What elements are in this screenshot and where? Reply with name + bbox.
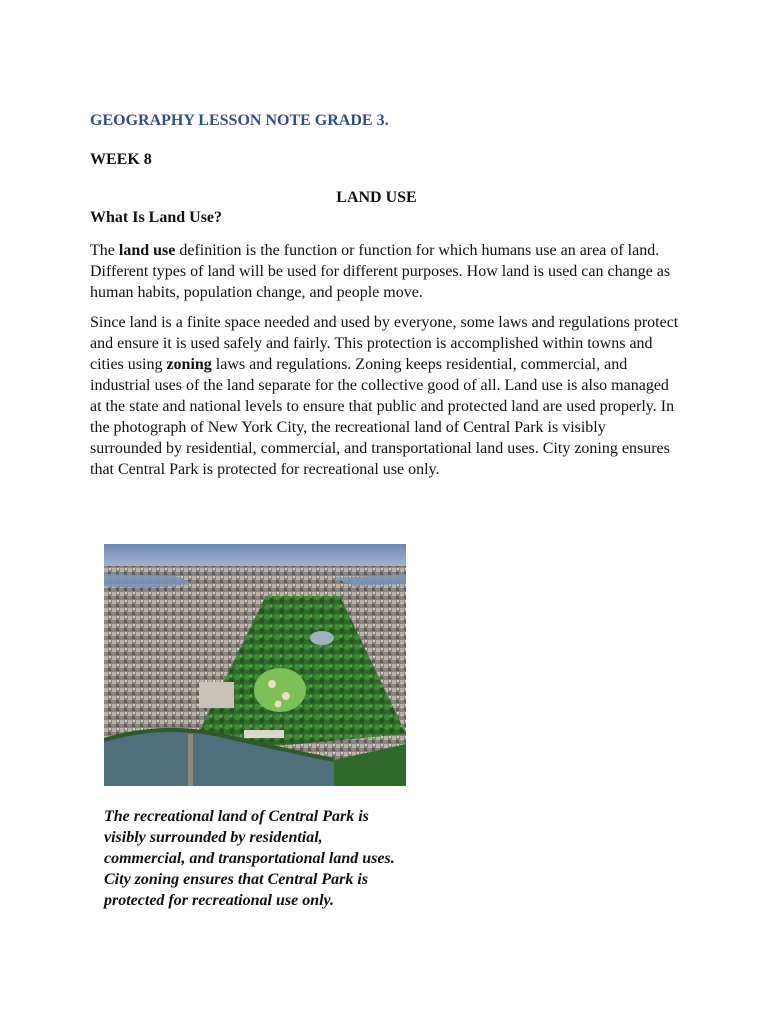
week-heading: WEEK 8	[90, 151, 152, 168]
paragraph-definition	[90, 240, 680, 303]
paragraph-text: laws and regulations. Zoning keeps residential, commercial, and industrial uses of the land separate for the collective good of all. Land use is also managed at the state and national levels to ensure that public and protected land are used properly. In the photograph of New York City, the recreational land of Central Park is visibly surrounded by residential, commercial, and transportational land uses. City zoning ensures that Central Park is protected for recreational use only.	[90, 356, 675, 478]
paragraph-zoning	[90, 312, 680, 480]
document-title: GEOGRAPHY LESSON NOTE GRADE 3.	[90, 112, 389, 129]
question-heading: What Is Land Use?	[90, 209, 223, 226]
paragraph-lead: The	[90, 242, 119, 259]
central-park-photo	[104, 544, 406, 786]
section-title: LAND USE	[336, 189, 417, 206]
paragraph-text: definition is the function or function for which humans use an area of land. Different types of land will be used for different purposes. How land is used can change as human habits, population change, and people move.	[90, 242, 671, 301]
paragraph-text: Since land is a finite space needed and used by everyone, some laws and regulations protect and ensure it is used safely and fairly. This protection is accomplished within towns and cities using	[90, 314, 679, 373]
photo-caption: The recreational land of Central Park is visibly surrounded by residential, commercial, and transportational land uses. City zoning ensures that Central Park is protected for recreational use only.	[104, 808, 395, 909]
term-zoning: zoning	[166, 356, 212, 373]
term-land-use: land use	[118, 242, 176, 259]
